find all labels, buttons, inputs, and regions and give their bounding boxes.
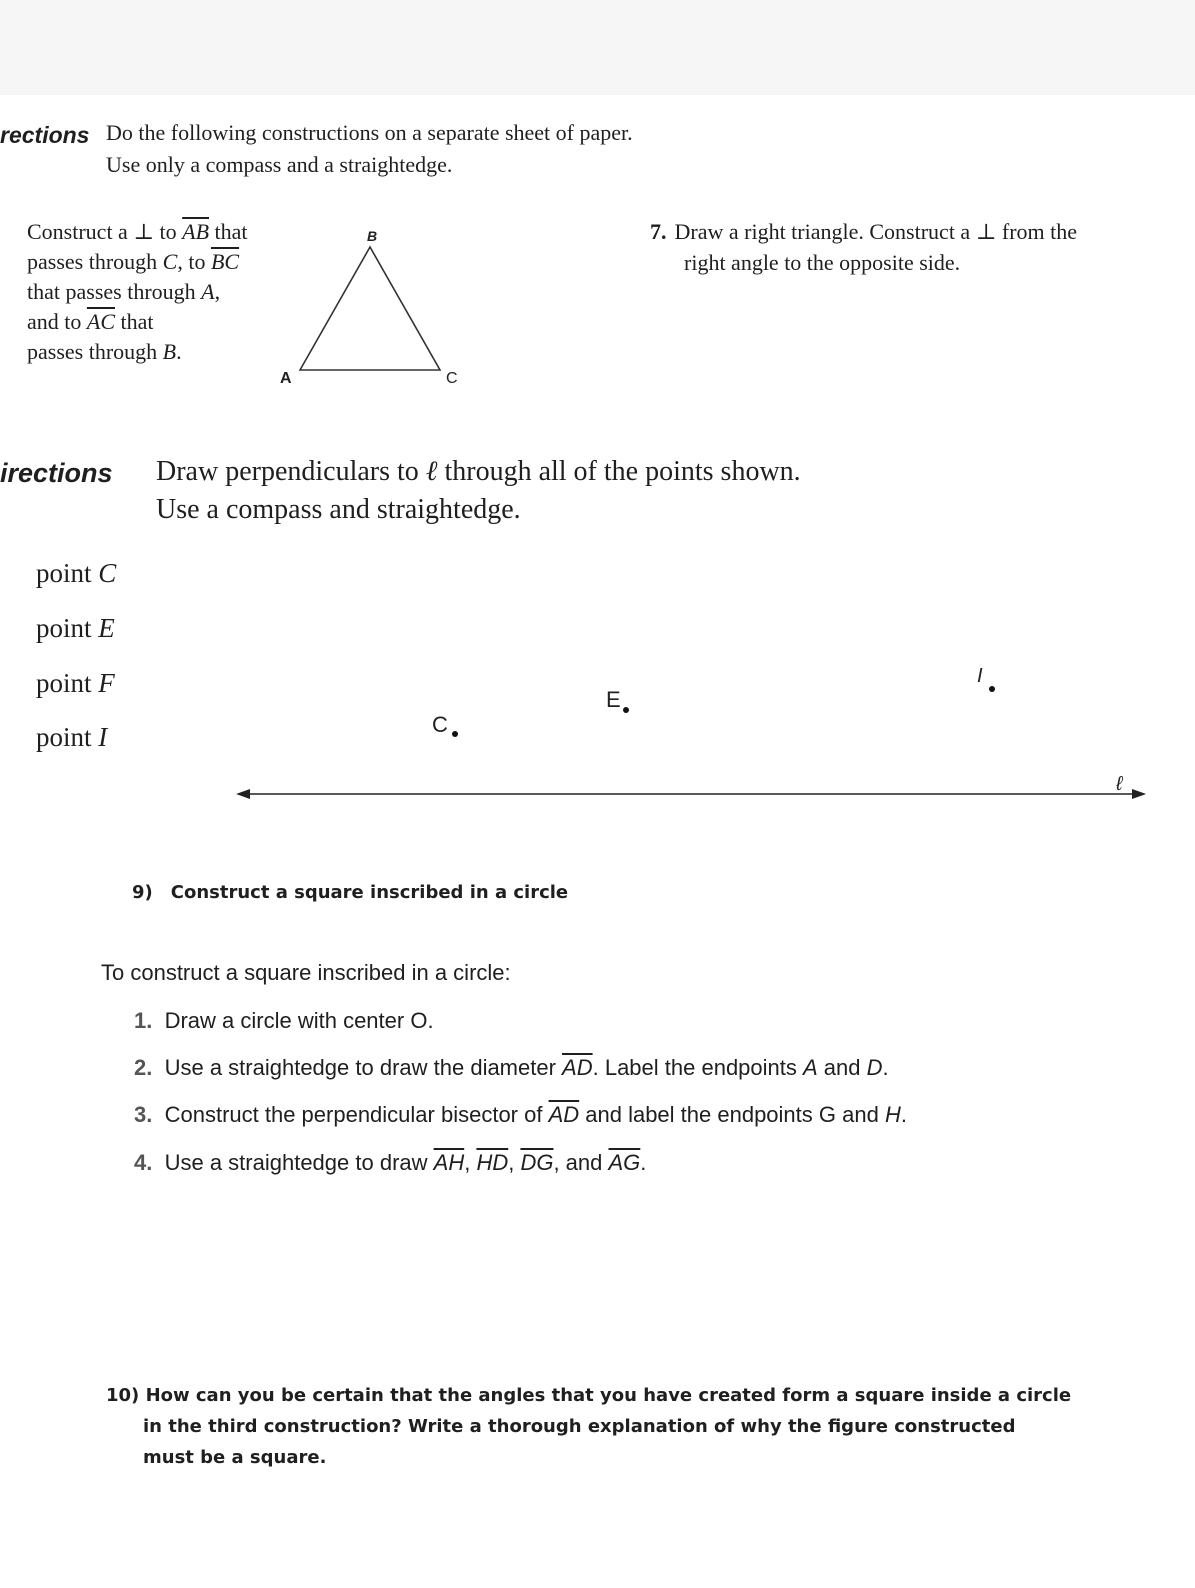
text-run: passes through <box>27 249 163 274</box>
point-letter: I <box>98 722 108 752</box>
instructions-intro: To construct a square inscribed in a circle: <box>101 960 511 985</box>
problem-7-line-2: right angle to the opposite side. <box>684 250 961 275</box>
point-letter: F <box>98 668 115 698</box>
instruction-step <box>134 1055 889 1081</box>
point-label-i: I <box>977 665 983 687</box>
segment-ab: $\overline{AB}$ <box>182 219 210 244</box>
text-run: and label the endpoints G and <box>579 1102 885 1127</box>
text-run: and to <box>27 309 87 334</box>
triangle-figure <box>270 215 470 395</box>
segment-ad: $\overline{AD}$ <box>548 1102 580 1127</box>
text-run: point <box>36 613 99 643</box>
directions-2-line-1 <box>156 456 801 488</box>
problem-6-line <box>27 309 154 335</box>
text-run: Use a straightedge to draw <box>164 1150 434 1175</box>
directions-line-2: Use only a compass and a straightedge. <box>106 152 453 177</box>
text-run: Use a straightedge to draw the diameter <box>164 1055 563 1080</box>
line-l-arrow-right <box>1132 789 1146 799</box>
step-number: 4. <box>134 1150 153 1175</box>
point-c: C <box>162 249 178 274</box>
step-text: Draw a circle with center O. <box>164 1008 434 1033</box>
point-i-dot <box>989 686 995 692</box>
line-label-l: ℓ <box>1116 773 1123 795</box>
problem-10-line-3: must be a square. <box>143 1447 327 1468</box>
text-run: through all of the points shown. <box>437 456 801 487</box>
perpendicular-figure <box>0 650 1195 820</box>
point-list-item <box>36 613 115 644</box>
vertex-label-b: B <box>367 228 378 244</box>
text-run: , <box>214 279 221 304</box>
segment-ad: $\overline{AD}$ <box>562 1055 593 1080</box>
section-header-directions: rections <box>0 122 90 148</box>
section-header-directions-2: irections <box>0 458 113 488</box>
point-d: D <box>866 1055 883 1080</box>
point-list-item <box>36 558 116 589</box>
text-run: point <box>36 668 99 698</box>
problem-9-title: Construct a square inscribed in a circle <box>170 882 569 903</box>
text-run: , <box>464 1150 477 1175</box>
text-run: . Label the endpoints <box>592 1055 803 1080</box>
text-run: . <box>900 1102 907 1127</box>
point-h: H <box>884 1102 901 1127</box>
segment-ac: $\overline{AC}$ <box>86 309 116 334</box>
text-run: Construct the perpendicular bisector of <box>164 1102 549 1127</box>
text-run: that <box>209 219 248 244</box>
text-run: that <box>115 309 154 334</box>
text-run: and <box>817 1055 867 1080</box>
problem-7-text: Draw a right triangle. Construct a ⊥ from the <box>674 219 1078 244</box>
problem-7-number: 7. <box>650 219 667 244</box>
segment-hd: $\overline{HD}$ <box>476 1150 509 1175</box>
segment-bc: $\overline{BC}$ <box>210 249 240 274</box>
vertex-label-a: A <box>280 370 292 387</box>
text-run: point <box>36 558 99 588</box>
segment-ah: $\overline{AH}$ <box>433 1150 465 1175</box>
point-a: A <box>201 279 215 304</box>
step-number: 2. <box>134 1055 153 1080</box>
text-run: , <box>508 1150 521 1175</box>
text-run: , and <box>553 1150 609 1175</box>
text-run: . <box>176 339 182 364</box>
problem-10-line-2: in the third construction? Write a thorough explanation of why the figure constructed <box>143 1416 1016 1437</box>
point-a: A <box>803 1055 818 1080</box>
point-label-e: E <box>606 687 621 712</box>
problem-9-heading <box>132 882 568 903</box>
segment-dg: $\overline{DG}$ <box>520 1150 554 1175</box>
line-symbol: ℓ <box>425 456 438 487</box>
instruction-step <box>134 1102 907 1128</box>
directions-2-line-2: Use a compass and straightedge. <box>156 494 521 525</box>
text-run: that passes through <box>27 279 202 304</box>
instruction-step <box>134 1150 646 1176</box>
text-run: point <box>36 722 99 752</box>
point-letter: C <box>98 558 117 588</box>
point-letter: E <box>98 613 115 643</box>
instruction-step <box>134 1008 434 1034</box>
point-label-c: C <box>432 712 448 737</box>
text-run: Construct a ⊥ to <box>27 219 183 244</box>
directions-line-1: Do the following constructions on a separate sheet of paper. <box>106 120 633 145</box>
text-run: , to <box>177 249 211 274</box>
segment-ag: $\overline{AG}$ <box>608 1150 641 1175</box>
text-run: Draw perpendiculars to <box>156 456 426 487</box>
step-number: 1. <box>134 1008 153 1033</box>
problem-10-line-1 <box>106 1385 1071 1406</box>
problem-9-number: 9) <box>132 882 153 903</box>
problem-6-line <box>27 249 239 275</box>
line-l-arrow-left <box>236 789 250 799</box>
vertex-label-c: C <box>446 370 458 387</box>
step-number: 3. <box>134 1102 153 1127</box>
problem-6-line <box>27 279 220 305</box>
text-run: passes through <box>27 339 163 364</box>
text-run: . <box>640 1150 647 1175</box>
problem-6-line <box>27 339 182 365</box>
problem-10-number: 10) <box>106 1385 140 1406</box>
problem-7-line-1 <box>650 219 1077 245</box>
point-b: B <box>162 339 177 364</box>
problem-6-line <box>27 219 248 245</box>
top-margin-band <box>0 0 1195 95</box>
triangle-abc <box>300 247 440 370</box>
point-c-dot <box>452 731 458 737</box>
problem-10-text: How can you be certain that the angles that you have created form a square inside a circle <box>145 1385 1072 1406</box>
text-run: . <box>882 1055 889 1080</box>
point-e-dot <box>623 707 629 713</box>
